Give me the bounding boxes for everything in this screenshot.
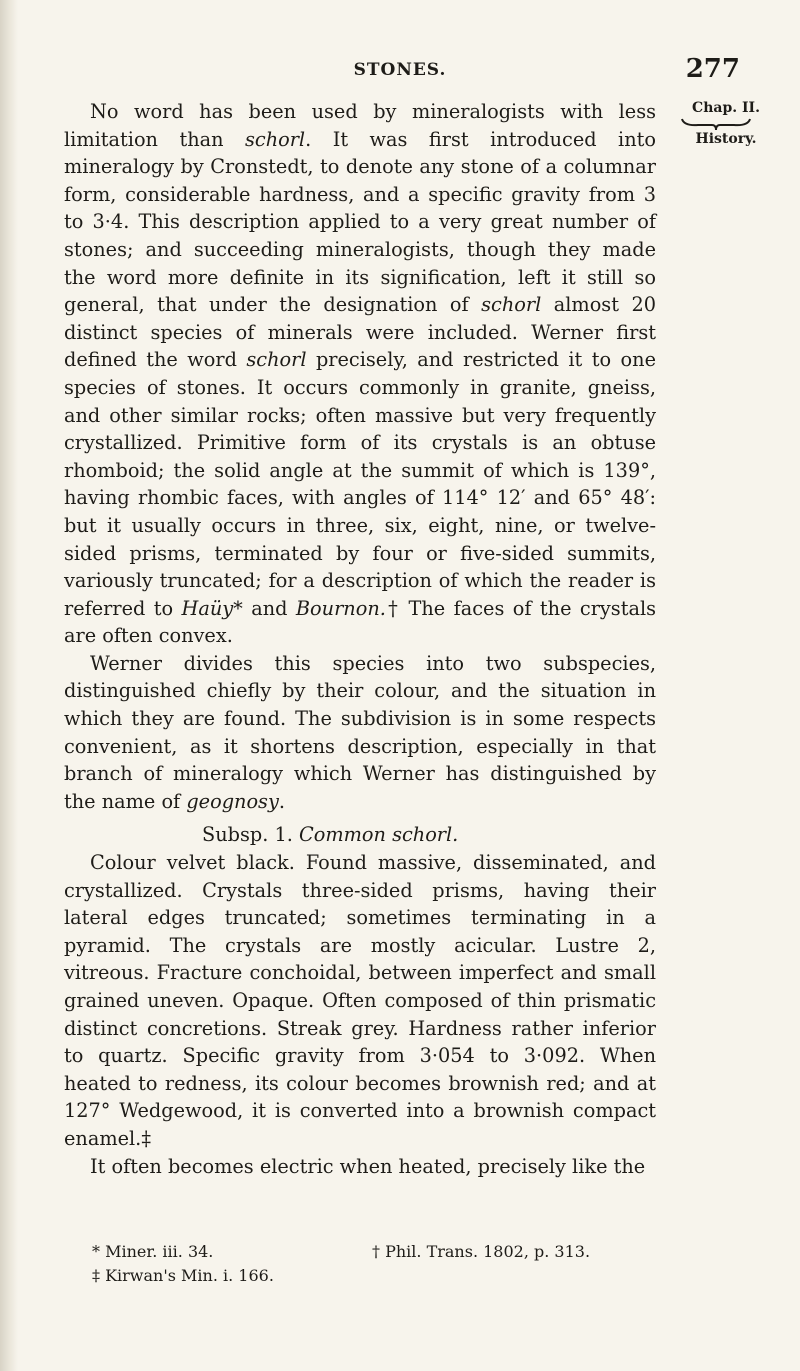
brace-ornament-icon	[676, 117, 756, 131]
page-header	[60, 54, 740, 94]
footnotes	[92, 1240, 652, 1288]
page-gutter-shadow	[0, 0, 18, 1371]
subspecies-heading: Subsp. 1. Common schorl.	[202, 823, 459, 847]
margin-note	[676, 100, 776, 148]
footnote-3: ‡ Kirwan's Min. i. 166.	[92, 1266, 274, 1285]
margin-chapter: Chap. II.	[692, 100, 760, 116]
running-head: STONES.	[353, 60, 447, 80]
footnote-2: † Phil. Trans. 1802, p. 313.	[372, 1242, 591, 1261]
paragraph-common-schorl: Colour velvet black. Found massive, disseminated, and crystallized. Crystals three-sided prisms, having their lateral edges truncated; sometimes terminating in a pyramid. The crystals are mostly acicular. Lustre 2, vitreous. Fracture conchoidal, between imperfect and small grained uneven. Opaque. Often composed of thin prismatic distinct concretions. Streak grey. Hardness rather inferior to quartz. Specific gravity from 3·054 to 3·092. When heated to redness, its colour becomes brownish red; and at 127° Wedgewood, it is converted into a brownish compact enamel.‡	[64, 851, 656, 1150]
paragraph-electric: It often becomes electric when heated, precisely like the	[90, 1154, 646, 1178]
paragraph-schorl-history: No word has been used by mineralogists with less limitation than schorl. It was first introduced into mineralogy by Cronstedt, to denote any stone of a columnar form, considerable hardness, and a specific gravity from 3 to 3·4. This description applied to a very great number of stones; and succeeding mineralogists, though they made the word more definite in its signification, left it still so general, that under the designation of schorl almost 20 distinct species of minerals were included. Werner first defined the word schorl precisely, and restricted it to one species of stones. It occurs commonly in granite, gneiss, and other similar rocks; often massive but very frequently crystallized. Primitive form of its crystals is an obtuse rhomboid; the solid angle at the summit of which is 139°, having rhombic faces, with angles of 114° 12′ and 65° 48′: but it usually occurs in three, six, eight, nine, or twelve-sided prisms, terminated by four or five-sided summits, variously truncated; for a description of which the reader is referred to Haüy* and Bournon.† The faces of the crystals are often convex.	[64, 100, 656, 648]
body-text	[64, 98, 656, 1180]
margin-topic: History.	[695, 130, 757, 147]
footnote-1: * Miner. iii. 34.	[92, 1242, 214, 1261]
page-number: 277	[685, 54, 740, 84]
paragraph-subspecies: Werner divides this species into two subspecies, distinguished chiefly by their colour, and the situation in which they are found. The subdivision is in some respects convenient, as it shortens description, especially in that branch of mineralogy which Werner has distinguished by the name of geognosy.	[64, 651, 656, 813]
